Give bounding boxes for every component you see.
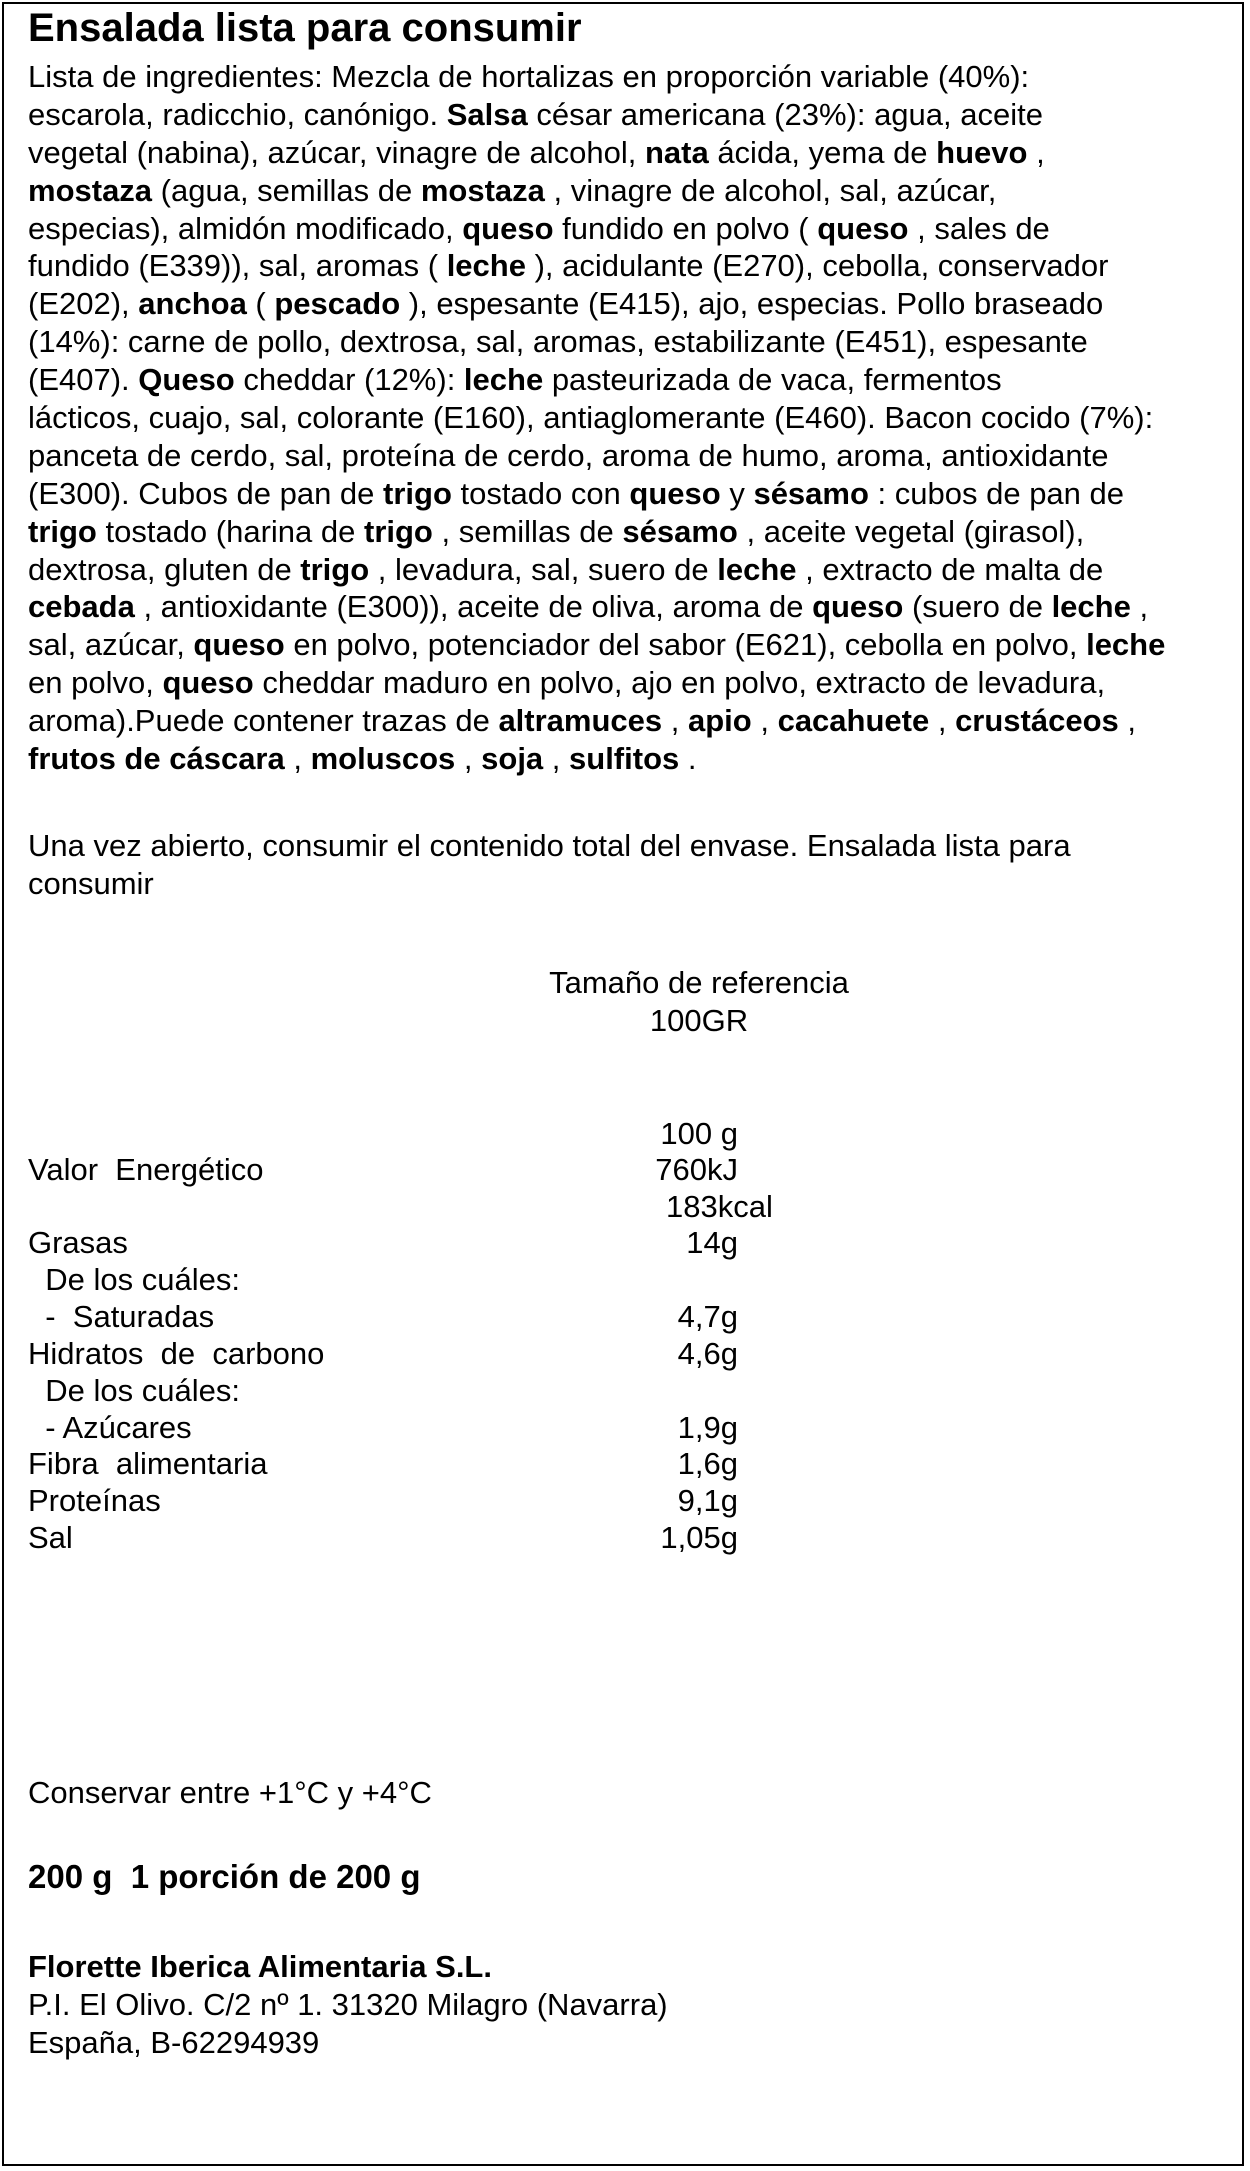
nutrition-row-value: 4,6g <box>677 1336 738 1371</box>
nutrition-table <box>4 4 1242 2164</box>
nutrition-row-label: Sal <box>28 1520 73 1555</box>
ingredient-highlight: frutos de cáscara <box>28 741 285 777</box>
nutrition-energy-kcal: 183kcal <box>666 1189 773 1224</box>
company-name: Florette Iberica Alimentaria S.L. <box>28 1949 492 1984</box>
ingredient-highlight: trigo <box>364 513 433 549</box>
company-address-line2: España, B-62294939 <box>28 2025 320 2060</box>
ingredient-text: ácida, yema de <box>708 134 937 170</box>
nutrition-row-value: 4,7g <box>677 1299 738 1334</box>
ingredient-highlight: sulfitos <box>569 741 680 777</box>
ingredient-text: en polvo, <box>28 665 163 701</box>
ingredient-text: panceta de cerdo, sal, proteína de cerdo, aroma de humo, aroma, antioxidante <box>28 437 1109 473</box>
ingredient-highlight: nata <box>644 134 709 170</box>
ingredient-highlight: Salsa <box>446 96 528 132</box>
nutrition-row-value: 9,1g <box>677 1483 738 1518</box>
ingredient-text: fundido (E339)), sal, aromas ( <box>28 248 447 284</box>
ingredient-highlight: queso <box>193 627 285 663</box>
ingredient-text: , <box>751 703 778 739</box>
usage-note-line: Una vez abierto, consumir el contenido total del envase. Ensalada lista para <box>28 828 1071 863</box>
ingredient-highlight: queso <box>629 475 721 511</box>
ingredient-text: en polvo, potenciador del sabor (E621), cebolla en polvo, <box>284 627 1087 663</box>
ingredient-highlight: mostaza <box>28 172 153 208</box>
net-weight: 200 g 1 porción de 200 g <box>28 1858 421 1895</box>
nutrition-row-value: 1,6g <box>677 1446 738 1481</box>
ingredient-highlight: trigo <box>28 513 97 549</box>
ingredient-highlight: leche <box>446 248 526 284</box>
ingredient-text: vegetal (nabina), azúcar, vinagre de alcohol, <box>28 134 645 170</box>
ingredient-text: especias), almidón modificado, <box>28 210 463 246</box>
nutrition-row-label: - Azúcares <box>28 1410 192 1445</box>
reference-size-label: Tamaño de referencia <box>549 965 849 1000</box>
ingredient-highlight: queso <box>462 210 554 246</box>
ingredient-text: pasteurizada de vaca, fermentos <box>543 362 1002 398</box>
ingredient-text: , extracto de malta de <box>796 551 1104 587</box>
ingredient-highlight: leche <box>463 362 544 398</box>
ingredient-text: ), espesante (E415), ajo, especias. Pollo braseado <box>400 286 1104 322</box>
ingredient-highlight: altramuces <box>498 703 663 739</box>
ingredient-highlight: queso <box>162 665 254 701</box>
ingredient-text: ), acidulante (E270), cebolla, conservador <box>525 248 1109 284</box>
ingredient-highlight: cacahuete <box>777 703 930 739</box>
ingredient-text: . <box>679 741 697 777</box>
ingredient-text: , <box>455 741 482 777</box>
ingredient-text: césar americana (23%): agua, aceite <box>527 96 1043 132</box>
ingredient-text: sal, azúcar, <box>28 627 194 663</box>
company-address-line1: P.I. El Olivo. C/2 nº 1. 31320 Milagro (Navarra) <box>28 1987 668 2022</box>
usage-note-line: consumir <box>28 866 154 901</box>
ingredient-highlight: crustáceos <box>955 703 1119 739</box>
ingredient-text: fundido en polvo ( <box>553 210 818 246</box>
nutrition-row-label: - Saturadas <box>28 1299 215 1334</box>
ingredient-text: Lista de ingredientes: Mezcla de hortalizas en proporción variable (40%): <box>28 59 1030 94</box>
ingredient-text: : cubos de pan de <box>868 475 1125 511</box>
reference-size-value: 100GR <box>649 1003 749 1038</box>
ingredient-text: , levadura, sal, suero de <box>369 551 718 587</box>
nutrition-row-label: De los cuáles: <box>28 1373 240 1408</box>
ingredient-text: , semillas de <box>432 513 623 549</box>
ingredient-text: , <box>929 703 956 739</box>
ingredient-highlight: moluscos <box>310 741 456 777</box>
ingredient-text: cheddar (12%): <box>234 362 464 398</box>
ingredient-highlight: soja <box>481 741 544 777</box>
ingredient-highlight: sésamo <box>622 513 738 549</box>
ingredient-text: , <box>1027 134 1045 170</box>
product-title: Ensalada lista para consumir <box>28 6 582 50</box>
nutrition-energy-label: Valor Energético <box>28 1152 264 1187</box>
nutrition-column-header: 100 g <box>660 1116 738 1151</box>
ingredient-text: dextrosa, gluten de <box>28 551 301 587</box>
nutrition-row-value: 14g <box>686 1225 738 1260</box>
ingredient-highlight: mostaza <box>420 172 545 208</box>
nutrition-energy-kj: 760kJ <box>655 1152 738 1187</box>
ingredient-text: , sales de <box>908 210 1050 246</box>
ingredient-text: , <box>1130 589 1149 625</box>
ingredient-text: (14%): carne de pollo, dextrosa, sal, aromas, estabilizante (E451), espesante <box>28 324 1088 360</box>
ingredient-highlight: leche <box>717 551 797 587</box>
ingredient-text: y <box>720 475 754 511</box>
ingredient-text: , <box>543 741 570 777</box>
ingredient-text: , <box>1118 703 1137 739</box>
ingredient-highlight: pescado <box>274 286 401 322</box>
ingredient-text: (agua, semillas de <box>152 172 421 208</box>
nutrition-row-value: 1,05g <box>660 1520 738 1555</box>
ingredient-text: , antioxidante (E300)), aceite de oliva, aroma de <box>134 589 813 625</box>
ingredient-highlight: queso <box>817 210 909 246</box>
ingredient-text: cheddar maduro en polvo, ajo en polvo, extracto de levadura, <box>253 665 1106 701</box>
ingredient-highlight: cebada <box>28 589 135 625</box>
ingredient-highlight: trigo <box>300 551 370 587</box>
ingredient-highlight: leche <box>1051 589 1131 625</box>
ingredient-text: , <box>662 703 688 739</box>
ingredient-text: , <box>284 741 311 777</box>
ingredient-text: , vinagre de alcohol, sal, azúcar, <box>544 172 997 208</box>
ingredient-text: (E407). <box>28 362 139 398</box>
nutrition-row-label: De los cuáles: <box>28 1262 240 1297</box>
ingredient-text: (suero de <box>903 589 1052 625</box>
nutrition-row-label: Fibra alimentaria <box>28 1446 268 1481</box>
nutrition-row-label: Hidratos de carbono <box>28 1336 325 1371</box>
ingredient-text: aroma).Puede contener trazas de <box>28 703 499 739</box>
ingredient-highlight: huevo <box>936 134 1028 170</box>
label-panel <box>2 2 1244 2166</box>
company-info <box>28 1948 668 2062</box>
ingredient-highlight: sésamo <box>753 475 869 511</box>
ingredient-highlight: trigo <box>383 475 452 511</box>
ingredient-highlight: leche <box>1086 627 1166 663</box>
ingredient-text: tostado (harina de <box>96 513 364 549</box>
ingredient-text: tostado con <box>451 475 630 511</box>
nutrition-row-label: Grasas <box>28 1225 128 1260</box>
ingredient-text: (E300). Cubos de pan de <box>28 475 384 511</box>
ingredient-text: ( <box>246 286 275 322</box>
ingredient-text: , aceite vegetal (girasol), <box>737 513 1085 549</box>
ingredient-text: (E202), <box>28 286 139 322</box>
ingredient-highlight: queso <box>812 589 904 625</box>
ingredient-highlight: Queso <box>138 362 235 398</box>
ingredient-text: escarola, radicchio, canónigo. <box>28 96 447 132</box>
ingredient-highlight: apio <box>688 703 752 739</box>
nutrition-row-label: Proteínas <box>28 1483 161 1518</box>
nutrition-row-value: 1,9g <box>677 1410 738 1445</box>
ingredient-highlight: anchoa <box>138 286 247 322</box>
ingredient-text: lácticos, cuajo, sal, colorante (E160), antiaglomerante (E460). Bacon cocido (7%): <box>28 400 1154 436</box>
storage-instructions: Conservar entre +1°C y +4°C <box>28 1775 432 1810</box>
